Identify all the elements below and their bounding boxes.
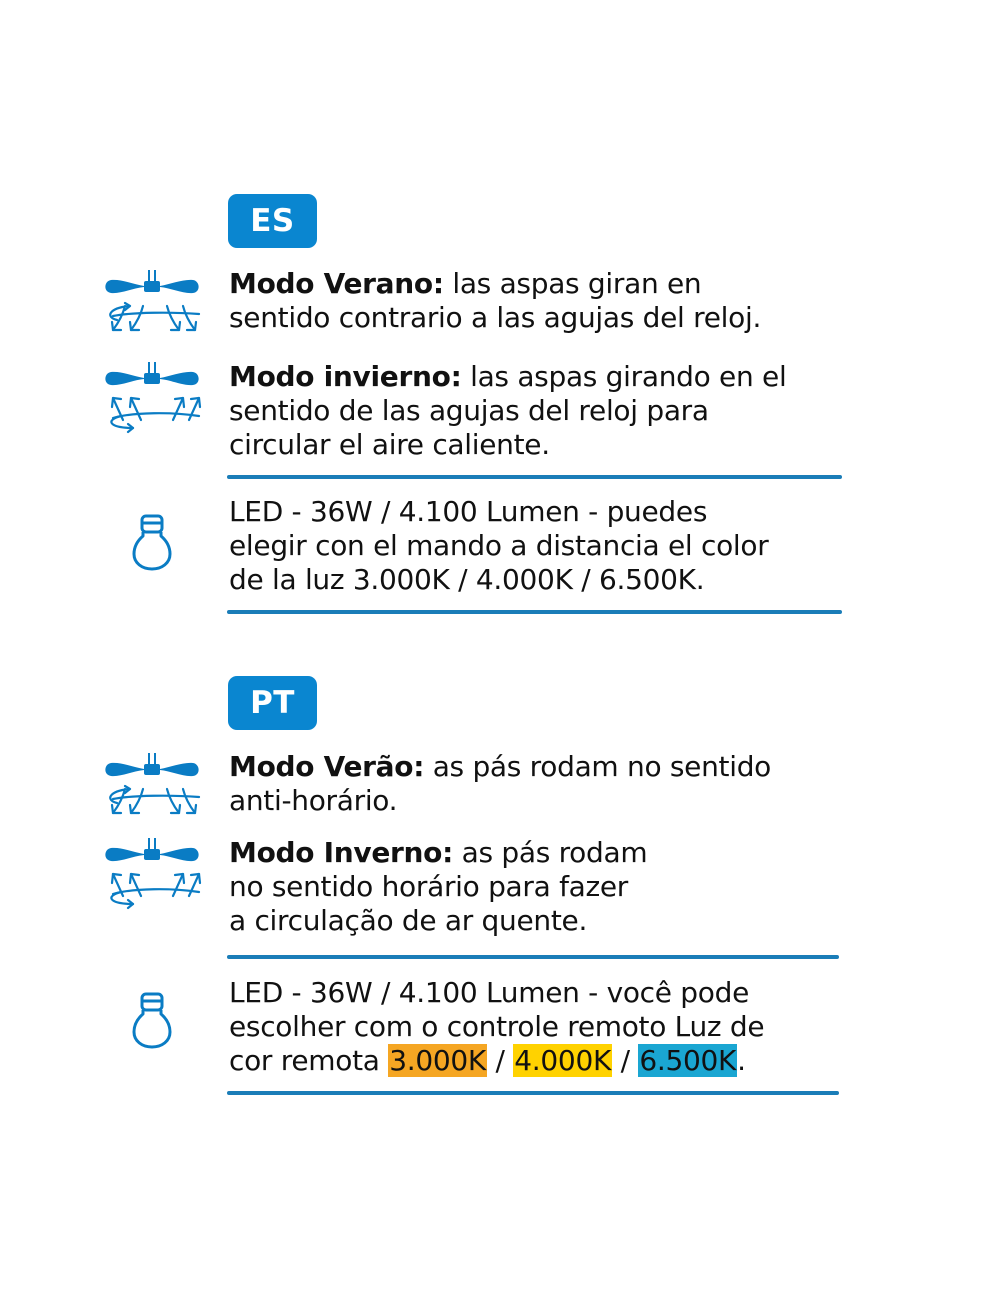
- text-line: cor remota: [229, 1044, 389, 1077]
- winter-mode-text-es: [229, 360, 786, 462]
- separator: /: [486, 1044, 514, 1077]
- color-temp-3000k: 3.000K: [389, 1044, 486, 1077]
- text-line: escolher com o controle remoto Luz de: [229, 1010, 765, 1043]
- led-info-text-pt: [229, 976, 764, 1078]
- summer-mode-text-es: [229, 267, 761, 335]
- summer-mode-text-pt: [229, 750, 771, 818]
- text-line: las aspas giran en: [452, 267, 702, 300]
- language-badge-pt: PT: [228, 676, 317, 730]
- winter-mode-text-pt: [229, 836, 647, 938]
- text-line: las aspas girando en el: [470, 360, 787, 393]
- divider: [227, 955, 839, 959]
- color-temp-4000k: 4.000K: [514, 1044, 612, 1077]
- text-line: de la luz 3.000K / 4.000K / 6.500K.: [229, 563, 705, 596]
- mode-title: Modo Verano:: [229, 267, 444, 300]
- mode-title: Modo Inverno:: [229, 836, 453, 869]
- divider: [227, 610, 842, 614]
- text-line: anti-horário.: [229, 784, 398, 817]
- text-line: no sentido horário para fazer: [229, 870, 629, 903]
- period: .: [737, 1044, 746, 1077]
- text-line: as pás rodam: [461, 836, 648, 869]
- led-info-text-es: [229, 495, 768, 597]
- divider: [227, 475, 842, 479]
- fan-summer-icon: [103, 753, 203, 821]
- color-temp-6500k: 6.500K: [639, 1044, 737, 1077]
- divider: [227, 1091, 839, 1095]
- fan-winter-icon: [103, 838, 203, 910]
- text-line: circular el aire caliente.: [229, 428, 550, 461]
- text-line: LED - 36W / 4.100 Lumen - você pode: [229, 976, 749, 1009]
- text-line: sentido de las agujas del reloj para: [229, 394, 709, 427]
- text-line: LED - 36W / 4.100 Lumen - puedes: [229, 495, 708, 528]
- light-bulb-icon: [130, 990, 174, 1050]
- fan-winter-icon: [103, 362, 203, 434]
- language-badge-es: ES: [228, 194, 317, 248]
- mode-title: Modo Verão:: [229, 750, 425, 783]
- mode-title: Modo invierno:: [229, 360, 462, 393]
- light-bulb-icon: [130, 512, 174, 572]
- text-line: as pás rodam no sentido: [432, 750, 772, 783]
- separator: /: [612, 1044, 639, 1077]
- text-line: a circulação de ar quente.: [229, 904, 588, 937]
- fan-summer-icon: [103, 270, 203, 338]
- text-line: sentido contrario a las agujas del reloj.: [229, 301, 762, 334]
- text-line: elegir con el mando a distancia el color: [229, 529, 769, 562]
